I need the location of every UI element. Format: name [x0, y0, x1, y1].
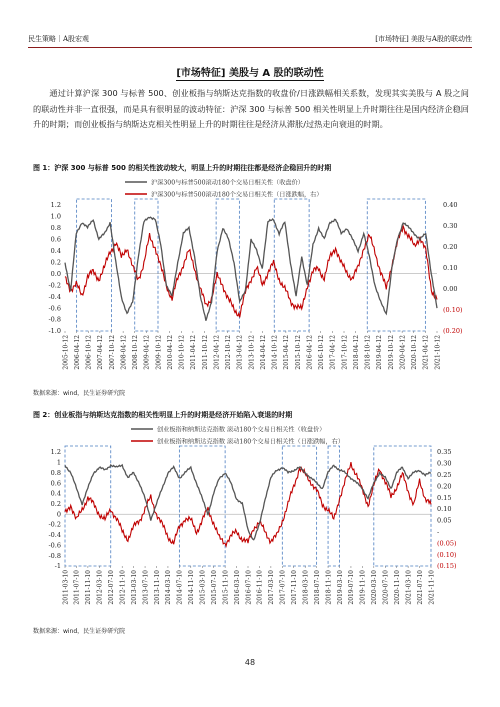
x-tick-label: 2009-10-12 [155, 335, 163, 370]
x-tick-label: 2012-07-10 [108, 570, 116, 605]
x-tick-label: 2012-03-10 [96, 570, 104, 605]
x-tick-label: 2020-04-12 [399, 335, 407, 370]
left-tick-label: 1.2 [50, 448, 61, 457]
right-tick-label: (0.15) [437, 562, 457, 571]
x-tick-label: 2018-07-10 [313, 570, 321, 605]
right-tick-label: 0.30 [443, 222, 458, 231]
legend-label-2: 沪深300与标普500滚动180个交易日相关性（日涨跌幅，右） [151, 191, 323, 199]
x-tick-label: 2015-03-10 [199, 570, 207, 605]
x-tick-label: 2005-10-12 [62, 335, 70, 370]
x-tick-label: 2014-03-10 [165, 570, 173, 605]
right-tick-label: 0.00 [443, 285, 458, 294]
left-tick-label: 1.2 [50, 201, 61, 210]
x-tick-label: 2019-11-10 [359, 570, 367, 605]
right-tick-label: (0.10) [443, 306, 463, 315]
left-tick-label: -0.8 [48, 315, 61, 324]
x-tick-label: 2020-07-10 [382, 570, 390, 605]
header-right: [市场特征] 美股与A股的联动性 [375, 35, 472, 43]
right-tick-label: 0.35 [437, 448, 452, 457]
x-tick-label: 2011-11-10 [85, 570, 93, 605]
x-tick-label: 2013-10-12 [248, 335, 256, 370]
x-tick-label: 2012-04-12 [213, 335, 221, 370]
x-tick-label: 2008-04-12 [120, 335, 128, 370]
right-tick-label: - [437, 528, 440, 536]
x-tick-label: 2006-04-12 [73, 335, 81, 370]
left-tick-label: -1.0 [48, 327, 61, 336]
x-tick-label: 2019-03-10 [336, 570, 344, 605]
legend-label-1: 沪深300与标普500滚动180个交易日相关性（收盘价） [151, 179, 304, 187]
highlight-box-1 [65, 446, 111, 566]
left-tick-label: 0.2 [50, 258, 61, 267]
x-tick-label: 2007-04-12 [97, 335, 105, 370]
left-tick-label: 0.4 [50, 247, 61, 256]
x-tick-label: 2017-04-12 [329, 335, 337, 370]
x-tick-label: 2017-07-10 [279, 570, 287, 605]
right-tick-label: 0.10 [437, 505, 452, 514]
left-tick-label: -0.4 [48, 531, 61, 540]
close-corr-line [65, 217, 437, 321]
figure-1-chart [33, 175, 467, 385]
left-tick-label: 0.8 [50, 224, 61, 233]
x-tick-label: 2015-07-10 [210, 570, 218, 605]
x-tick-label: 2019-04-12 [376, 335, 384, 370]
right-tick-label: 0.40 [443, 201, 458, 210]
x-tick-label: 2015-04-12 [283, 335, 291, 370]
figure-1-source: 数据来源：wind，民生证券研究院 [33, 390, 126, 397]
x-tick-label: 2014-07-10 [176, 570, 184, 605]
page-number: 48 [244, 658, 256, 667]
legend-label-1: 创业板指和纳斯达克指数 滚动180个交易日相关性（收盘价） [157, 426, 326, 434]
x-tick-label: 2011-07-10 [73, 570, 81, 605]
x-tick-label: 2016-10-12 [318, 335, 326, 370]
x-tick-label: 2007-10-12 [108, 335, 116, 370]
x-tick-label: 2015-11-10 [222, 570, 230, 605]
x-tick-label: 2011-03-10 [62, 570, 70, 605]
x-tick-label: 2012-11-10 [119, 570, 127, 605]
x-tick-label: 2006-10-12 [85, 335, 93, 370]
x-tick-label: 2020-03-10 [371, 570, 379, 605]
right-tick-label: 0.25 [437, 471, 452, 479]
right-tick-label: 0.10 [443, 264, 458, 273]
x-tick-label: 2016-07-10 [245, 570, 253, 605]
x-tick-label: 2013-03-10 [130, 570, 138, 605]
left-tick-label: 1 [56, 458, 61, 467]
left-tick-label: 0.2 [50, 500, 61, 509]
x-tick-label: 2017-03-10 [268, 570, 276, 605]
figure-2-source: 数据来源：wind，民生证券研究院 [33, 628, 126, 635]
left-tick-label: -0.2 [48, 520, 61, 529]
left-tick-label: 0.8 [50, 468, 61, 477]
figure-2-caption: 图 2：创业板指与纳斯达克指数的相关性明显上升的时期是经济开始陷入衰退的时期 [33, 411, 293, 419]
x-tick-label: 2011-10-12 [201, 335, 209, 370]
right-tick-label: 0.15 [437, 493, 452, 502]
highlight-box-5 [367, 199, 425, 331]
left-tick-label: -0.8 [48, 551, 61, 560]
highlight-box-2 [179, 446, 225, 566]
figure-2-chart [33, 422, 467, 620]
x-tick-label: 2012-10-12 [225, 335, 233, 370]
x-tick-label: 2016-11-10 [256, 570, 264, 605]
section-title: [市场特征] 美股与 A 股的联动性 [176, 68, 324, 79]
highlight-box-1 [77, 199, 112, 331]
x-tick-label: 2011-04-12 [190, 335, 198, 370]
x-tick-label: 2018-04-12 [352, 335, 360, 370]
left-tick-label: 0.4 [50, 489, 61, 498]
left-tick-label: 1.0 [50, 212, 61, 221]
right-tick-label: 0.30 [437, 459, 452, 468]
highlight-box-4 [274, 199, 309, 331]
right-tick-label: 0.20 [437, 482, 452, 491]
x-tick-label: 2013-07-10 [142, 570, 150, 605]
page-header [28, 34, 472, 48]
x-tick-label: 2017-11-10 [291, 570, 299, 605]
left-tick-label: -0.6 [48, 304, 61, 313]
right-tick-label: (0.20) [443, 327, 463, 336]
left-tick-label: -0.2 [48, 281, 61, 290]
left-tick-label: 0.6 [50, 479, 61, 488]
x-tick-label: 2014-04-12 [259, 335, 267, 370]
left-tick-label: 0 [56, 510, 61, 519]
header-rule [28, 47, 472, 48]
x-tick-label: 2020-11-10 [393, 570, 401, 605]
right-tick-label: 0.20 [443, 243, 458, 252]
x-tick-label: 2021-03-10 [405, 570, 413, 605]
left-tick-label: -1 [54, 562, 61, 571]
left-tick-label: 0.0 [50, 269, 61, 278]
x-tick-label: 2019-07-10 [348, 570, 356, 605]
x-tick-label: 2010-10-12 [178, 335, 186, 370]
x-tick-label: 2016-03-10 [233, 570, 241, 605]
x-tick-label: 2021-07-10 [416, 570, 424, 605]
right-tick-label: (0.05) [437, 539, 457, 548]
x-tick-label: 2021-04-12 [422, 335, 430, 370]
x-tick-label: 2014-11-10 [188, 570, 196, 605]
x-tick-label: 2013-11-10 [153, 570, 161, 605]
body-paragraph: 通过计算沪深 300 与标普 500、创业板指与纳斯达克指数的收盘价/日涨跌幅相关系数，发现其实美股与 A 股之间的联动性并非一直很强，而是具有很明显的波动特征：沪深 300 与标普 500 相关性明显上升时期往往是国内经济企稳回升的时期；而创业板指与纳斯达克相关性明显上升的时期往往是经济从滞胀/过热走向衰退的时期。 [33, 88, 469, 130]
x-tick-label: 2013-04-12 [236, 335, 244, 370]
x-tick-label: 2018-10-12 [364, 335, 372, 370]
highlight-box-5 [374, 446, 431, 566]
x-tick-label: 2008-10-12 [132, 335, 140, 370]
x-tick-label: 2019-10-12 [387, 335, 395, 370]
x-tick-label: 2014-10-12 [271, 335, 279, 370]
x-tick-label: 2016-04-12 [306, 335, 314, 370]
left-tick-label: -0.6 [48, 541, 61, 550]
daily-corr-line [65, 462, 431, 546]
left-tick-label: 0.6 [50, 235, 61, 244]
x-tick-label: 2009-04-12 [143, 335, 151, 370]
right-tick-label: (0.10) [437, 550, 457, 559]
legend-label-2: 创业板指和纳斯达克指数 滚动180个交易日相关性（日涨跌幅，右） [157, 438, 345, 446]
figure-1-caption: 图 1：沪深 300 与标普 500 的相关性波动较大，明显上升的时期往往都是经济企稳回升的时期 [33, 164, 332, 172]
x-tick-label: 2021-10-12 [434, 335, 442, 370]
x-tick-label: 2021-11-10 [428, 570, 436, 605]
x-tick-label: 2017-10-12 [341, 335, 349, 370]
x-tick-label: 2015-10-12 [294, 335, 302, 370]
header-left: 民生策略｜A股宏观 [28, 35, 90, 43]
x-tick-label: 2018-11-10 [325, 570, 333, 605]
x-tick-label: 2010-04-12 [166, 335, 174, 370]
left-tick-label: -0.4 [48, 292, 61, 301]
x-tick-label: 2018-03-10 [302, 570, 310, 605]
right-tick-label: 0.05 [437, 516, 452, 525]
x-tick-label: 2020-10-12 [411, 335, 419, 370]
